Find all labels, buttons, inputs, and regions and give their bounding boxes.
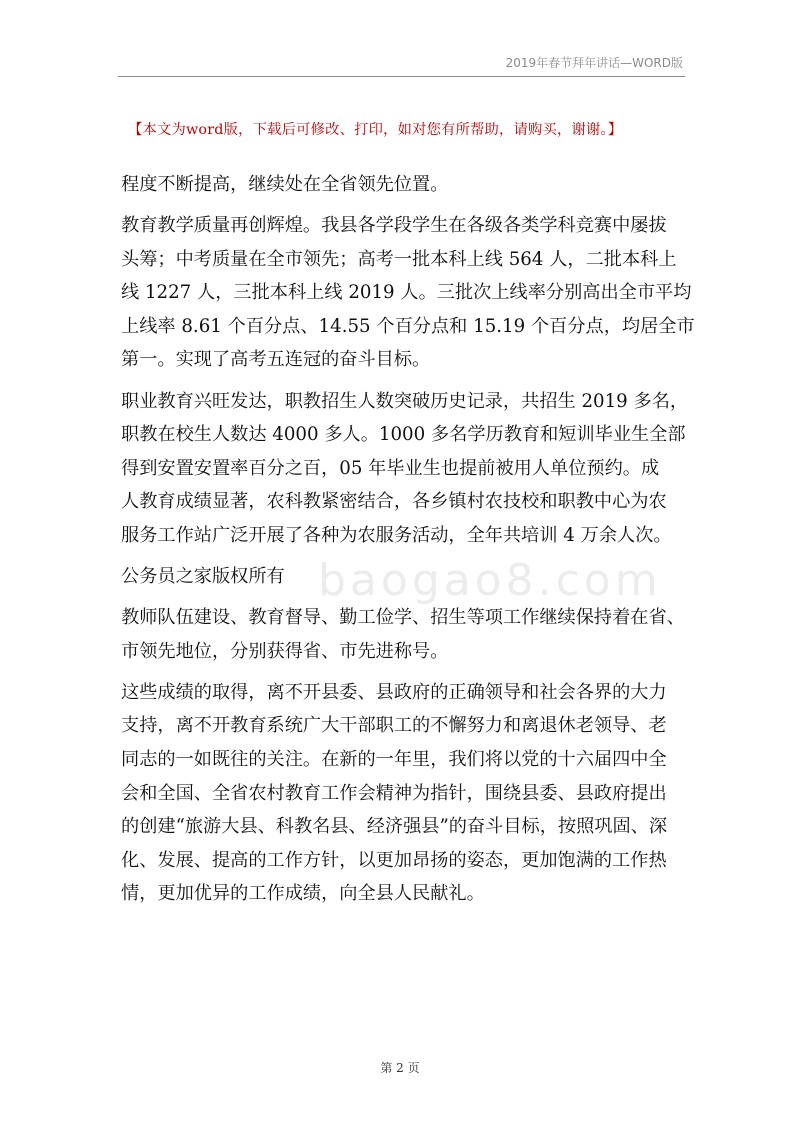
text-line: 服务工作站广泛开展了各种为农服务活动，全年共培训 4 万余人次。 [121, 524, 672, 546]
text-line: 上线率 8.61 个百分点、14.55 个百分点和 15.19 个百分点，均居全市 [121, 315, 695, 337]
text-line: 人教育成绩显著，农科教紧密结合，各乡镇村农技校和职教中心为农 [121, 491, 667, 513]
paragraph [121, 560, 691, 594]
text-line: 线 1227 人，三批本科上线 2019 人。三批次上线率分别高出全市平均 [121, 282, 692, 304]
text-line: 会和全国、全省农村教育工作会精神为指针，围绕县委、县政府提出 [121, 782, 667, 804]
text-line: 教育教学质量再创辉煌。我县各学段学生在各级各类学科竞赛中屡拔 [121, 215, 667, 237]
text-line: 教师队伍建设、教育督导、勤工俭学、招生等项工作继续保持着在省、 [121, 607, 685, 629]
text-line: 头筹；中考质量在全市领先；高考一批本科上线 564 人，二批本科上 [121, 248, 677, 270]
text-line: 支持，离不开教育系统广大干部职工的不懈努力和离退休老领导、老 [121, 715, 667, 737]
text-line: 第一。实现了高考五连冠的奋斗目标。 [121, 349, 431, 371]
text-line: 的创建“旅游大县、科教名县、经济强县”的奋斗目标，按照巩固、深 [121, 816, 668, 838]
text-line: 程度不断提高，继续处在全省领先位置。 [121, 174, 449, 195]
text-line: 职业教育兴旺发达，职教招生人数突破历史记录，共招生 2019 多名， [121, 390, 689, 412]
paragraph [121, 601, 691, 668]
text-line: 同志的一如既往的关注。在新的一年里，我们将以党的十六届四中全 [121, 749, 667, 770]
paragraph [121, 209, 695, 377]
text-line: 得到安置安置率百分之百，05 年毕业生也提前被用人单位预约。成 [121, 457, 660, 479]
text-line: 情，更加优异的工作成绩，向全县人民献礼。 [121, 883, 485, 905]
page-number: 第 2 页 [380, 1061, 420, 1075]
paragraph [121, 168, 691, 202]
watermark-text: baogao8.com [318, 555, 662, 606]
paragraph [121, 676, 691, 911]
header-divider [118, 76, 685, 77]
text-line: 市领先地位，分别获得省、市先进称号。 [121, 640, 449, 662]
page-header-title: 2019年春节拜年讲话—WORD版 [505, 56, 683, 70]
download-notice: 【本文为word版，下载后可修改、打印，如对您有所帮助，请购买，谢谢。】 [128, 122, 623, 138]
paragraph [121, 385, 691, 553]
text-line: 化、发展、提高的工作方针，以更加昂扬的姿态，更加饱满的工作热 [121, 849, 667, 871]
document-body [121, 168, 695, 918]
text-line: 职教在校生人数达 4000 多人。1000 多名学历教育和短训毕业生全部 [121, 424, 686, 446]
text-line: 这些成绩的取得，离不开县委、县政府的正确领导和社会各界的大力 [121, 681, 667, 703]
text-line: 公务员之家版权所有 [121, 566, 285, 588]
